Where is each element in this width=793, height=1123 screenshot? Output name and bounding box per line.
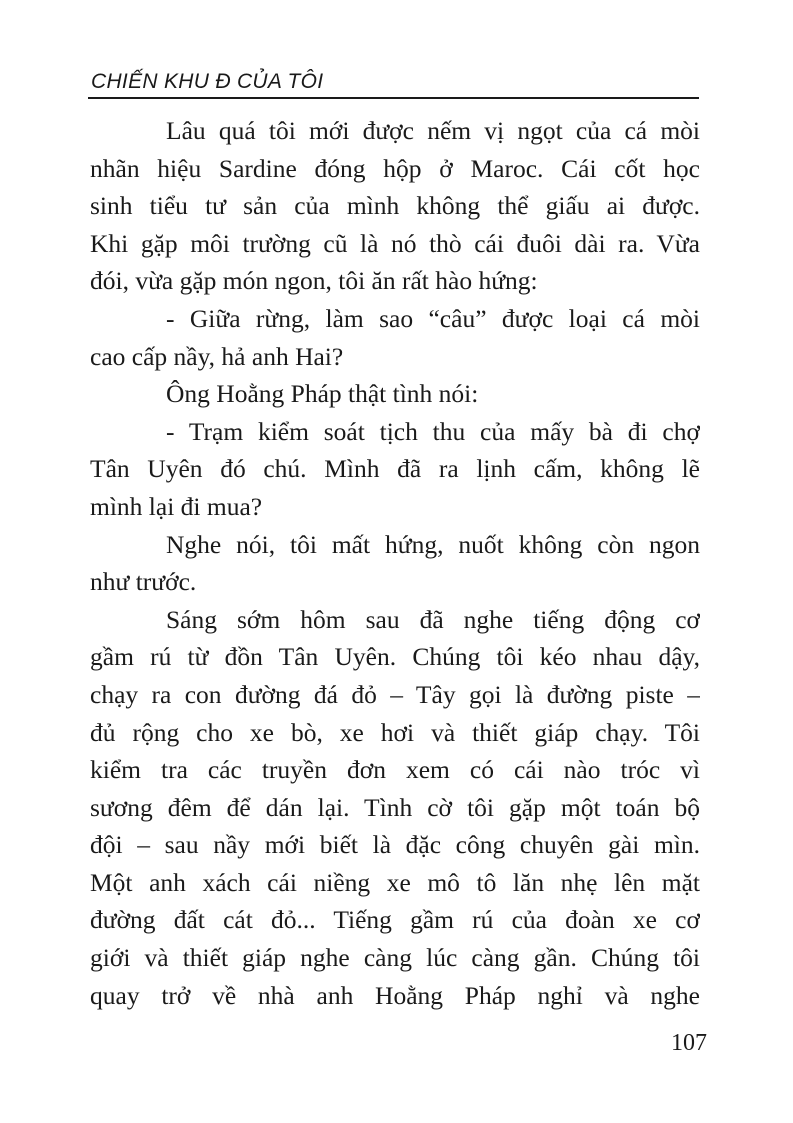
text-line: Sáng sớm hôm sau đã nghe tiếng động cơ xyxy=(166,604,700,634)
text-line: - Trạm kiểm soát tịch thu của mấy bà đi chợ xyxy=(166,416,700,446)
text-line: Lâu quá tôi mới được nếm vị ngọt của cá mòi xyxy=(166,116,700,145)
text-line: nhãn hiệu Sardine đóng hộp ở Maroc. Cái cốt học xyxy=(90,153,700,183)
text-line: kiểm tra các truyền đơn xem có cái nào tróc vì xyxy=(90,755,700,785)
text-line: Nghe nói, tôi mất hứng, nuốt không còn ngon xyxy=(166,529,700,559)
page-number: 107 xyxy=(671,1030,707,1056)
text-line: - Giữa rừng, làm sao “câu” được loại cá mòi xyxy=(166,303,700,333)
text-line: Một anh xách cái niềng xe mô tô lăn nhẹ lên mặt xyxy=(90,867,700,897)
text-line: quay trở về nhà anh Hoằng Pháp nghỉ và nghe xyxy=(90,980,700,1010)
text-line: đội – sau nầy mới biết là đặc công chuyên gài mìn. xyxy=(90,830,700,860)
text-line: giới và thiết giáp nghe càng lúc càng gần. Chúng tôi xyxy=(90,943,700,973)
text-line: Tân Uyên đó chú. Mình đã ra lịnh cấm, không lẽ xyxy=(90,454,700,484)
text-line: sinh tiểu tư sản của mình không thể giấu ai được. xyxy=(90,191,700,221)
body-text xyxy=(90,112,700,1014)
text-line: gầm rú từ đồn Tân Uyên. Chúng tôi kéo nhau dậy, xyxy=(90,642,700,672)
text-line: sương đêm để dán lại. Tình cờ tôi gặp một toán bộ xyxy=(90,792,700,822)
text-line: đủ rộng cho xe bò, xe hơi và thiết giáp chạy. Tôi xyxy=(90,717,700,747)
text-line: Khi gặp môi trường cũ là nó thò cái đuôi dài ra. Vừa xyxy=(90,228,700,258)
text-line: chạy ra con đường đá đỏ – Tây gọi là đường piste – xyxy=(90,679,700,709)
text-line: đói, vừa gặp món ngon, tôi ăn rất hào hứng: xyxy=(90,266,538,296)
text-line: Ông Hoằng Pháp thật tình nói: xyxy=(166,379,479,409)
header-rule xyxy=(88,97,699,99)
text-line: cao cấp nầy, hả anh Hai? xyxy=(90,341,344,371)
running-header: CHIẾN KHU Đ CỦA TÔI xyxy=(91,70,324,93)
text-line: đường đất cát đỏ... Tiếng gầm rú của đoàn xe cơ xyxy=(90,905,700,935)
text-line: như trước. xyxy=(90,567,197,597)
text-line: mình lại đi mua? xyxy=(90,491,263,521)
